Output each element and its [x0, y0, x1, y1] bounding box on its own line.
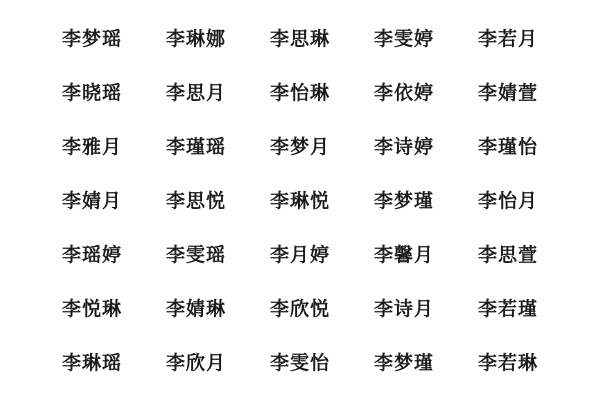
- name-row: [40, 282, 560, 336]
- name-item: 李诗月: [373, 297, 434, 320]
- name-item: 李雯怡: [269, 351, 330, 374]
- name-item: 李依婷: [373, 81, 434, 104]
- name-item: 李悦琳: [61, 297, 122, 320]
- name-item: 李梦瑾: [373, 189, 434, 212]
- name-item: 李雯瑶: [165, 243, 226, 266]
- name-item: 李思琳: [269, 27, 330, 50]
- name-row: [40, 336, 560, 390]
- name-item: 李怡琳: [269, 81, 330, 104]
- name-item: 李琳娜: [165, 27, 226, 50]
- name-item: 李若琳: [477, 351, 538, 374]
- name-item: 李诗婷: [373, 135, 434, 158]
- name-row: [40, 120, 560, 174]
- name-item: 李雯婷: [373, 27, 434, 50]
- name-item: 李婧琳: [165, 297, 226, 320]
- name-item: 李婧月: [61, 189, 122, 212]
- name-item: 李若瑾: [477, 297, 538, 320]
- name-item: 李梦瑾: [373, 351, 434, 374]
- name-item: 李怡月: [477, 189, 538, 212]
- name-item: 李婧萱: [477, 81, 538, 104]
- name-item: 李月婷: [269, 243, 330, 266]
- name-item: 李琳悦: [269, 189, 330, 212]
- name-item: 李梦瑶: [61, 27, 122, 50]
- name-item: 李晓瑶: [61, 81, 122, 104]
- name-item: 李欣悦: [269, 297, 330, 320]
- name-row: [40, 228, 560, 282]
- name-item: 李琳瑶: [61, 351, 122, 374]
- name-item: 李梦月: [269, 135, 330, 158]
- name-item: 李思悦: [165, 189, 226, 212]
- name-item: 李思萱: [477, 243, 538, 266]
- name-item: 李若月: [477, 27, 538, 50]
- name-item: 李欣月: [165, 351, 226, 374]
- name-item: 李瑾瑶: [165, 135, 226, 158]
- name-row: [40, 66, 560, 120]
- name-item: 李瑶婷: [61, 243, 122, 266]
- name-item: 李思月: [165, 81, 226, 104]
- name-item: 李馨月: [373, 243, 434, 266]
- name-item: 李瑾怡: [477, 135, 538, 158]
- name-row: [40, 12, 560, 66]
- name-item: 李雅月: [61, 135, 122, 158]
- name-row: [40, 174, 560, 228]
